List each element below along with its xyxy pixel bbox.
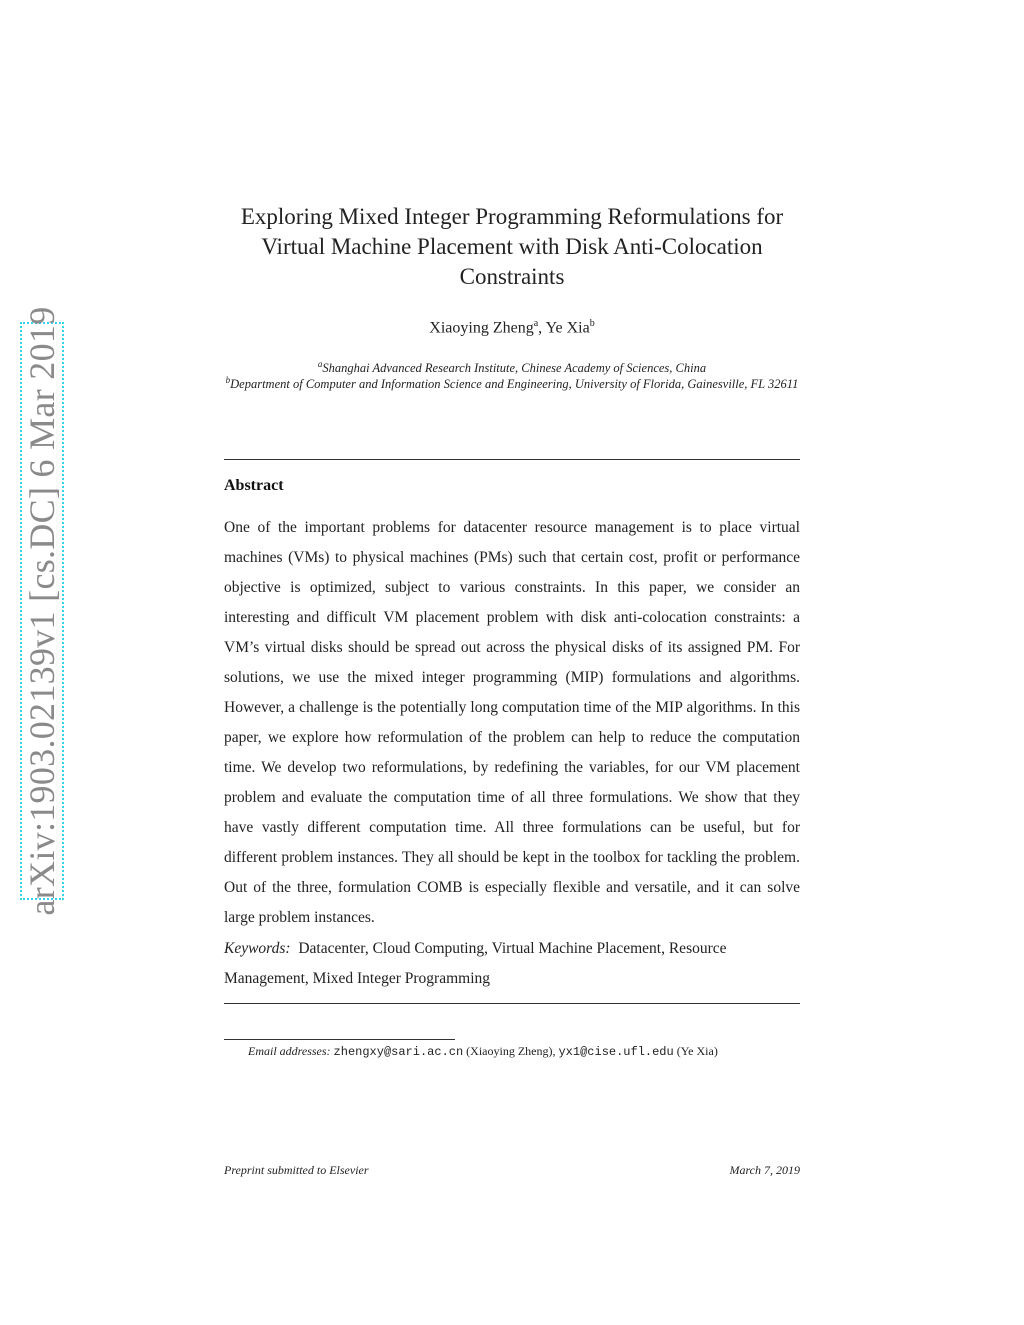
affiliation-text: Department of Computer and Information Science and Engineering, University of Florida, Gainesville, FL 32611 — [230, 377, 799, 392]
abstract-heading: Abstract — [224, 477, 284, 494]
affiliation-mark: b — [225, 375, 231, 385]
affiliation-text: Shanghai Advanced Research Institute, Chinese Academy of Sciences, China — [322, 361, 707, 376]
keywords-text: Datacenter, Cloud Computing, Virtual Machine Placement, Resource Management, Mixed Integer Programming — [224, 940, 727, 987]
author-name: Ye Xia — [545, 319, 590, 337]
author-name: Xiaoying Zheng — [429, 319, 534, 337]
footer-preprint-note: Preprint submitted to Elsevier — [224, 1163, 369, 1177]
divider-bottom — [224, 1003, 800, 1004]
abstract-text: One of the important problems for datacenter resource management is to place virtual machines (VMs) to physical machines (PMs) such that certain cost, profit or performance objective is optimized, subject to various constraints. In this paper, we consider an interesting and difficult VM placement problem with disk anti-colocation constraints: a VM’s virtual disks should be spread out across the physical disks of its assigned PM. For solutions, we use the mixed integer programming (MIP) formulations and algorithms. However, a challenge is the potentially long computation time of the MIP algorithms. In this paper, we explore how reformulation of the problem can help to reduce the computation time. We develop two reformulations, by redefining the variables, for our VM placement problem and evaluate the computation time of all three formulations. We show that they have vastly different computation time. All three formulations can be useful, but for different problem instances. They all should be kept in the toolbox for tackling the problem. Out of the three, formulation COMB is especially flexible and versatile, and it can solve large problem instances. — [224, 519, 800, 926]
author-list: Xiaoying Zheng$^a$, Ye Xia$^b$ — [429, 318, 595, 337]
footnote-emails — [224, 1043, 800, 1060]
email-link-zheng[interactable]: zhengxy@sari.ac.cn — [333, 1045, 464, 1059]
affiliation-mark: a — [317, 359, 323, 369]
arxiv-identifier: arXiv:1903.02139v1 [cs.DC] 6 Mar 2019 — [22, 306, 62, 916]
email-owner: (Ye Xia) — [676, 1044, 718, 1058]
keywords — [224, 934, 800, 994]
affiliation-mark: a — [533, 318, 539, 329]
keywords-label: Keywords: — [224, 940, 291, 957]
arxiv-stamp — [20, 306, 64, 916]
affiliation-b — [224, 372, 800, 392]
paper-title: Exploring Mixed Integer Programming Reformulations for Virtual Machine Placement with Disk Anti-Colocation Constraints — [240, 204, 784, 289]
email-link-xia[interactable]: yx1@cise.ufl.edu — [558, 1045, 674, 1059]
affiliation-mark: b — [589, 318, 595, 329]
footer-date: March 7, 2019 — [729, 1163, 800, 1177]
divider-top — [224, 459, 800, 460]
footnote-rule — [224, 1039, 455, 1040]
email-label: Email addresses: — [248, 1044, 331, 1058]
email-owner: (Xiaoying Zheng), — [466, 1044, 556, 1058]
